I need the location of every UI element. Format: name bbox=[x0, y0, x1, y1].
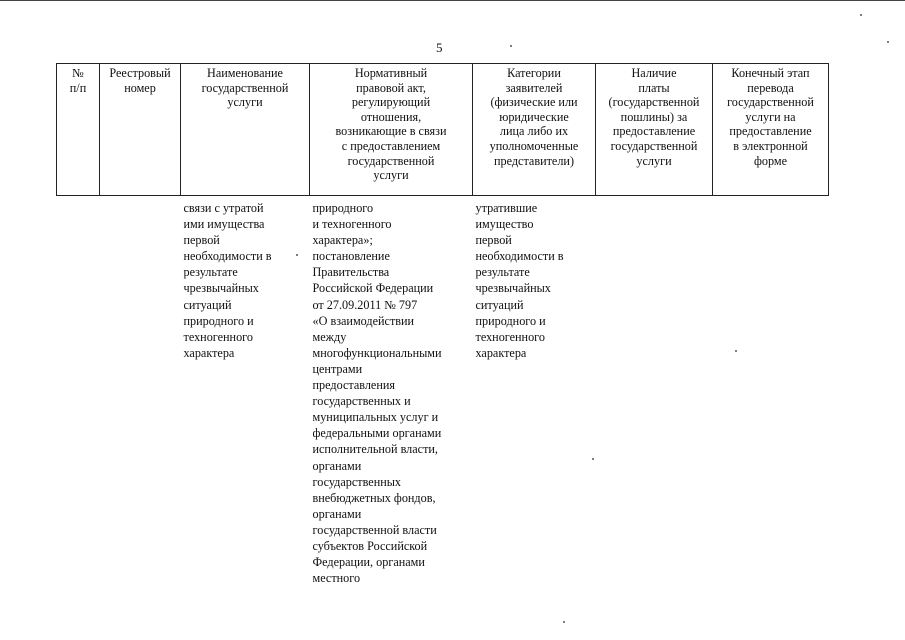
cell-number bbox=[57, 196, 100, 587]
header-service-name: Наименование государственной услуги bbox=[181, 64, 310, 196]
scan-speck bbox=[510, 45, 512, 47]
scan-speck bbox=[563, 621, 565, 623]
header-legal-act: Нормативный правовой акт, регулирующий отношения, возникающие в связи с предоставлением государственной услуги bbox=[310, 64, 473, 196]
table-row bbox=[57, 196, 829, 587]
table-header-row bbox=[57, 64, 829, 196]
page-number: 5 bbox=[436, 40, 443, 55]
scan-speck bbox=[887, 41, 889, 43]
header-applicant-categories: Категории заявителей (физические или юридические лица либо их уполномоченные представители) bbox=[473, 64, 596, 196]
cell-service-name: связи с утратой ими имущества первой необходимости в результате чрезвычайных ситуаций природного и техногенного характера bbox=[183, 201, 272, 360]
header-number: № п/п bbox=[57, 64, 100, 196]
cell-final-stage bbox=[713, 196, 829, 587]
cell-fee bbox=[596, 196, 713, 587]
cell-legal-act: природного и техногенного характера»; постановление Правительства Российской Федерации от 27.09.2011 № 797 «О взаимодействии между многофункциональными центрами предоставления государственных и муниципальных услуг и федеральными органами исполнительной власти, органами государственных внебюджетных фондов, органами государственной власти субъектов Российской Федерации, органами местного bbox=[312, 201, 442, 586]
scan-speck bbox=[860, 14, 862, 16]
header-final-stage: Конечный этап перевода государственной услуги на предоставление в электронной форме bbox=[713, 64, 829, 196]
header-fee: Наличие платы (государственной пошлины) за предоставление государственной услуги bbox=[596, 64, 713, 196]
cell-applicant-categories: утратившие имущество первой необходимости в результате чрезвычайных ситуаций природного и техногенного характера bbox=[475, 201, 564, 360]
services-table bbox=[56, 63, 829, 586]
top-rule bbox=[0, 0, 905, 1]
cell-registry-number bbox=[100, 196, 181, 587]
header-registry-number: Реестровый номер bbox=[100, 64, 181, 196]
